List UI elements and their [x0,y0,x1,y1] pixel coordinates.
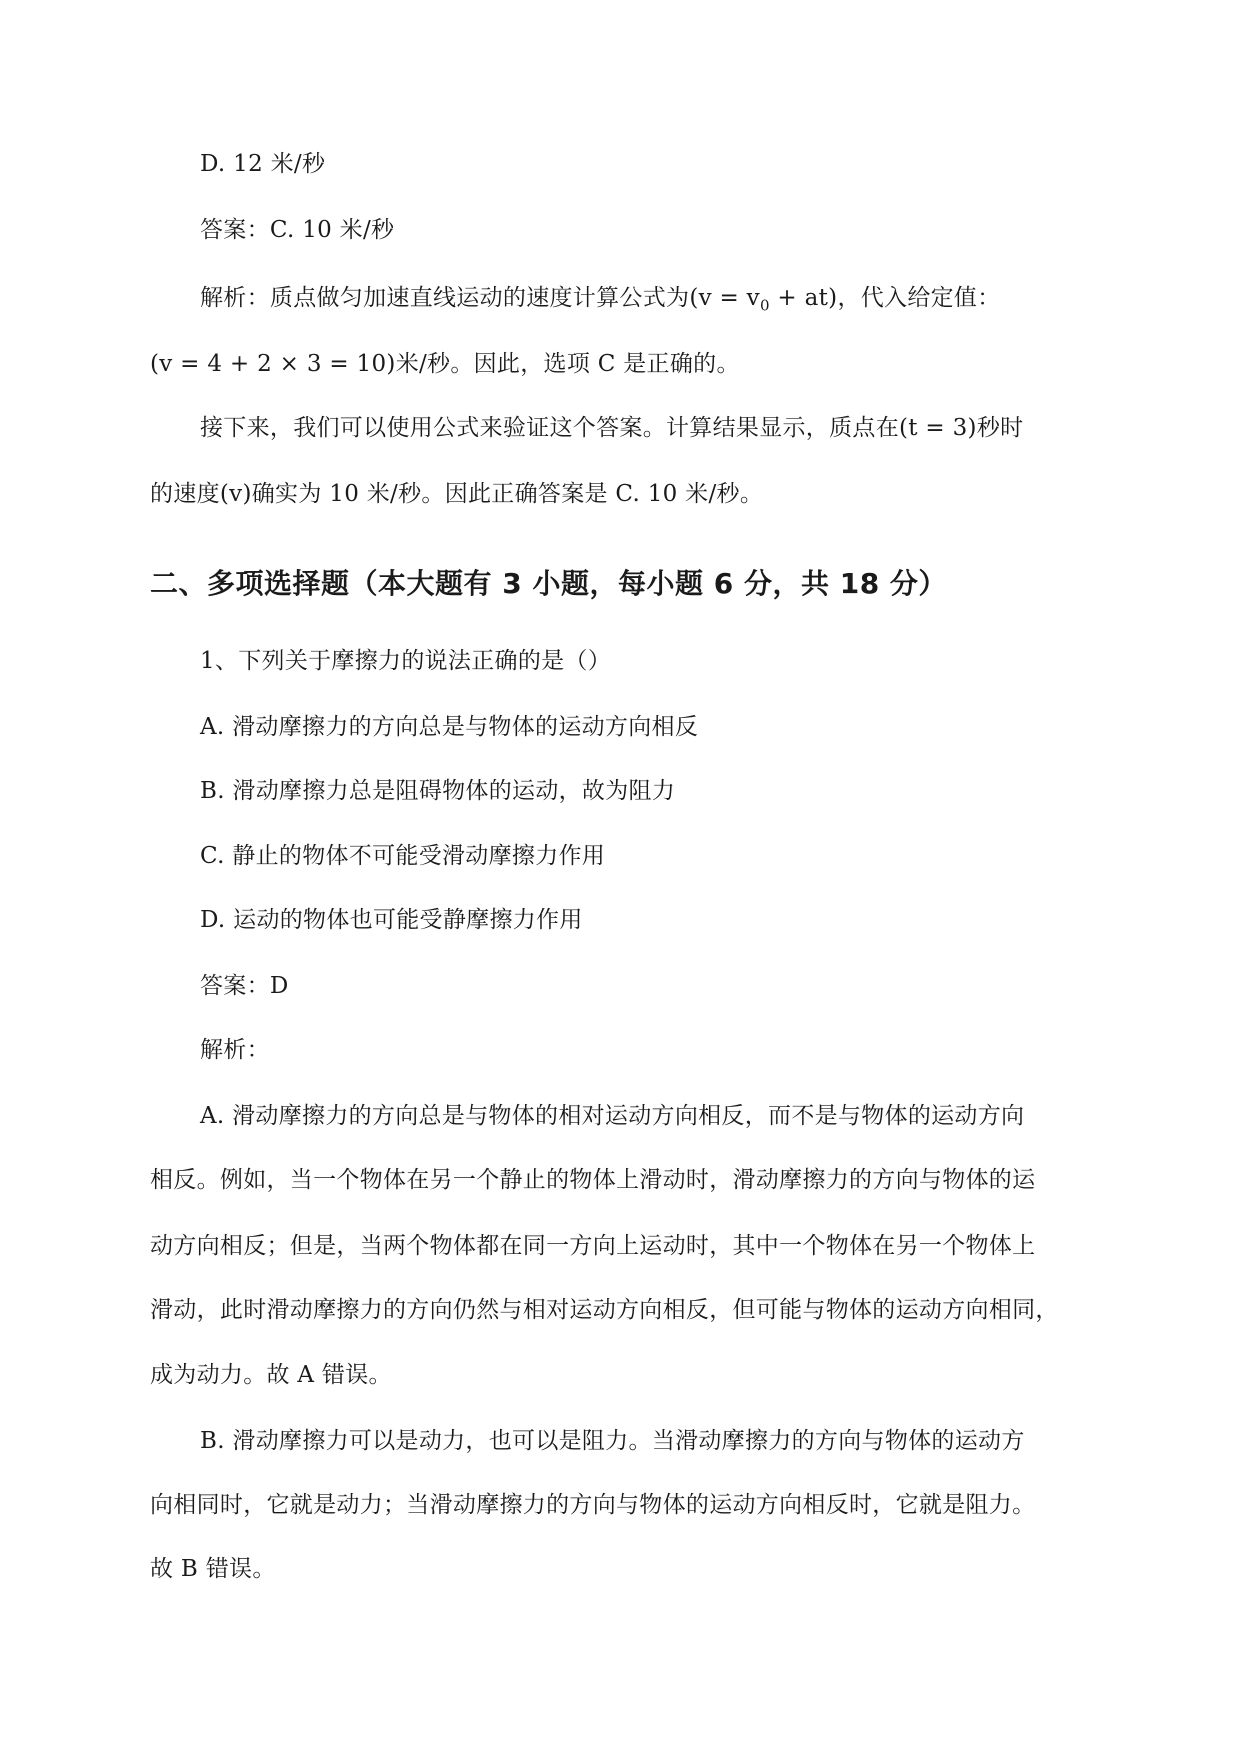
option-b: B. 滑动摩擦力总是阻碍物体的运动，故为阻力 [200,778,676,804]
verify-text: 接下来，我们可以使用公式来验证这个答案。计算结果显示，质点在 [200,415,899,441]
verify-line-1 [200,412,1090,444]
option-a: A. 滑动摩擦力的方向总是与物体的运动方向相反 [200,714,699,740]
substitution-formula: (v = 4 + 2 × 3 = 10) [150,351,396,377]
verify-text: 的速度 [150,481,220,507]
verify-line-2 [150,478,1090,510]
analysis-a-line: 滑动，此时滑动摩擦力的方向仍然与相对运动方向相反，但可能与物体的运动方向相同， [150,1297,1059,1323]
prev-option-d: D. 12 米/秒 [200,151,326,177]
prev-answer: 答案：C. 10 米/秒 [200,217,395,243]
analysis-b-line: B. 滑动摩擦力可以是动力，也可以是阻力。当滑动摩擦力的方向与物体的运动方 [200,1428,1025,1454]
analysis-a-line: 成为动力。故 A 错误。 [150,1362,392,1388]
analysis-text: 解析：质点做匀加速直线运动的速度计算公式为 [200,285,690,311]
verify-text: 确实为 10 米/秒。因此正确答案是 C. 10 米/秒。 [251,481,764,507]
analysis-text: ，代入给定值： [837,285,1001,311]
velocity-symbol: (v) [219,481,252,507]
analysis-b-line: 向相同时，它就是动力；当滑动摩擦力的方向与物体的运动方向相反时，它就是阻力。 [150,1492,1036,1518]
analysis-a-line: 相反。例如，当一个物体在另一个静止的物体上滑动时，滑动摩擦力的方向与物体的运 [150,1167,1036,1193]
analysis-text: 米/秒。因此，选项 C 是正确的。 [395,351,740,377]
analysis-label: 解析： [200,1037,270,1063]
analysis-a-line: 动方向相反；但是，当两个物体都在同一方向上运动时，其中一个物体在另一个物体上 [150,1233,1036,1259]
verify-text: 秒时 [976,415,1024,441]
analysis-a-line: A. 滑动摩擦力的方向总是与物体的相对运动方向相反，而不是与物体的运动方向 [200,1103,1025,1129]
option-c: C. 静止的物体不可能受滑动摩擦力作用 [200,843,606,869]
velocity-formula: $(v = v_0 + at)$ [689,285,838,315]
answer: 答案：D [200,973,289,999]
analysis-b-line: 故 B 错误。 [150,1556,276,1582]
prev-analysis-line-2 [150,348,1090,380]
question-stem: 1、下列关于摩擦力的说法正确的是（） [200,648,612,674]
section-heading: 二、多项选择题（本大题有 3 小题，每小题 6 分，共 18 分） [150,567,947,600]
option-d: D. 运动的物体也可能受静摩擦力作用 [200,907,583,933]
prev-analysis-line-1 [200,282,1090,322]
time-formula: (t = 3) [899,415,977,441]
